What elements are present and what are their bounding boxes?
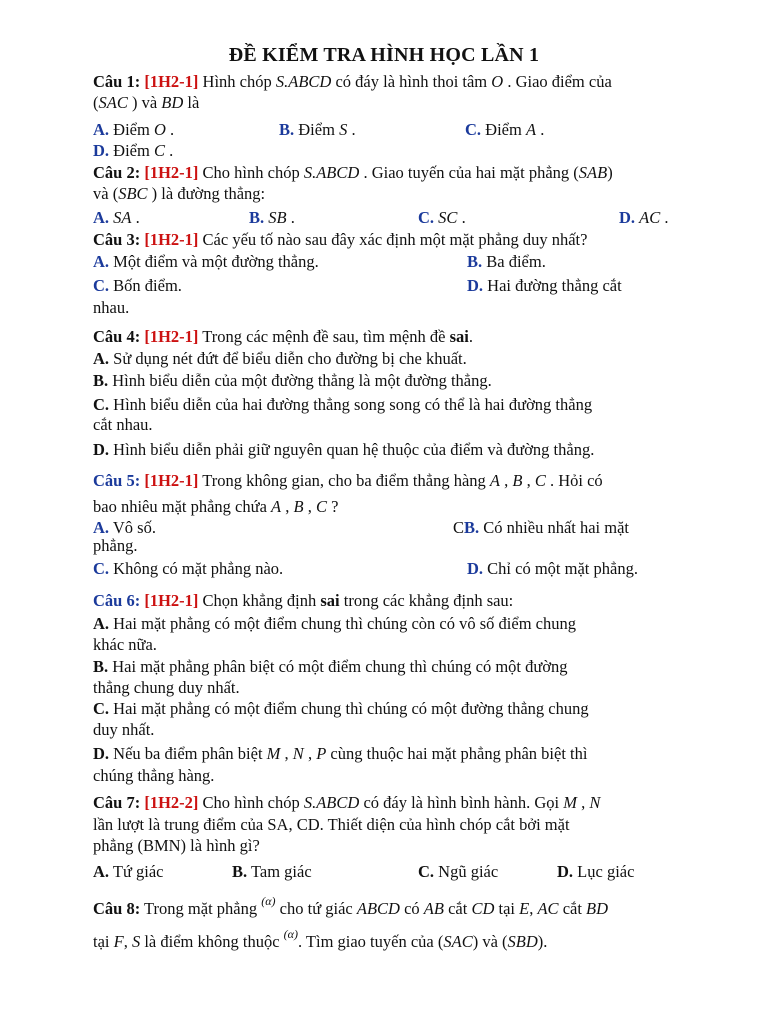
question-text: bao nhiêu mặt phẳng chứa	[93, 497, 272, 516]
math-var: BD	[586, 899, 609, 918]
q2-option-a	[93, 208, 140, 228]
math-var: SBC	[118, 184, 148, 203]
q7-option-d	[557, 862, 634, 882]
question-text: cho tứ giác	[275, 899, 357, 918]
page-title: ĐỀ KIỂM TRA HÌNH HỌC LẦN 1	[228, 44, 540, 66]
question-text: Cho hình chóp	[198, 163, 304, 182]
option-key: B.	[467, 252, 483, 271]
option-text: Hình biểu diễn của một đường thẳng là một đường thẳng.	[108, 371, 492, 390]
q1-option-b	[279, 120, 356, 140]
option-key: D.	[93, 141, 110, 160]
math-var: S.ABCD	[303, 163, 360, 182]
question-text: )	[607, 163, 613, 182]
question-text: ).	[537, 932, 548, 951]
q4-option-b	[93, 371, 492, 391]
option-text: C	[453, 518, 465, 537]
q6-option-a	[93, 614, 576, 634]
option-key: D.	[557, 862, 574, 881]
question-label: Câu 5:	[93, 471, 141, 490]
question-label: Câu 6:	[93, 591, 141, 610]
math-var: F	[113, 932, 124, 951]
math-var: S	[131, 932, 141, 951]
math-var: AB	[423, 899, 444, 918]
option-text: .	[164, 141, 174, 160]
question-text: là	[183, 93, 200, 112]
q2-option-d	[619, 208, 669, 228]
math-var: ABCD	[356, 899, 400, 918]
q5-option-b-cont: phẳng.	[93, 536, 138, 555]
question-text: có đáy là hình bình hành. Gọi	[359, 793, 564, 812]
question-3-line-1	[93, 230, 587, 250]
math-var: O	[153, 120, 166, 139]
option-key: A.	[93, 614, 110, 633]
option-key: A.	[93, 862, 110, 881]
math-var: AC	[537, 899, 559, 918]
q5-option-d	[467, 559, 638, 579]
question-text: . Tìm giao tuyến của (	[297, 932, 444, 951]
question-label: Câu 3:	[93, 230, 141, 249]
question-text: Hình chóp	[198, 72, 276, 91]
question-text: ?	[326, 497, 339, 516]
option-key: C.	[93, 395, 110, 414]
question-text: tại	[494, 899, 520, 918]
option-key: B.	[232, 862, 248, 881]
q3-option-c	[93, 276, 182, 296]
q2-option-b	[249, 208, 295, 228]
question-text: Các yếu tố nào sau đây xác định một mặt phẳng duy nhất?	[198, 230, 588, 249]
question-tag: [1H2-1]	[144, 591, 199, 610]
math-var: S	[339, 120, 348, 139]
option-text: Không có mặt phẳng nào.	[109, 559, 284, 578]
option-text: Hình biểu diễn phải giữ nguyên quan hệ thuộc của điểm và đường thẳng.	[109, 440, 595, 459]
option-key: C.	[418, 862, 435, 881]
option-key: A.	[93, 518, 110, 537]
question-5-line-2	[93, 497, 338, 517]
question-text: ,	[576, 793, 590, 812]
option-text: Bốn điểm.	[109, 276, 182, 295]
question-label: Câu 8:	[93, 899, 141, 918]
math-var: SAC	[443, 932, 473, 951]
option-text: Hai mặt phẳng có một điểm chung thì chúng có một đường thẳng chung	[109, 699, 589, 718]
question-text: Cho hình chóp	[198, 793, 304, 812]
option-text: Điểm	[481, 120, 526, 139]
q4-option-c	[93, 395, 592, 415]
math-var: C	[315, 497, 327, 516]
option-text: Sử dụng nét đứt để biểu diễn cho đường bị che khuất.	[109, 349, 467, 368]
question-text: . Hỏi có	[545, 471, 603, 490]
option-text: Vô số.	[109, 518, 156, 537]
math-var: M	[563, 793, 577, 812]
option-key: C.	[418, 208, 435, 227]
option-text: ,	[280, 744, 293, 763]
option-text: Lục giác	[573, 862, 635, 881]
question-8-line-1	[93, 894, 609, 920]
question-6-line-1	[93, 591, 513, 611]
math-var: C	[534, 471, 546, 490]
q3-option-a	[93, 252, 319, 272]
math-var: BD	[161, 93, 184, 112]
question-text: ) là đường thẳng:	[147, 184, 266, 203]
q5-option-b	[453, 518, 629, 538]
question-8-line-2	[93, 927, 548, 953]
option-text: .	[347, 120, 356, 139]
math-var: B	[512, 471, 523, 490]
option-key: B.	[249, 208, 265, 227]
q6-option-d-cont: chúng thẳng hàng.	[93, 766, 215, 785]
math-var: SC	[438, 208, 458, 227]
math-var: CD	[471, 899, 495, 918]
option-key: C.	[93, 559, 110, 578]
question-7-line-3: phẳng (BMN) là hình gì?	[93, 836, 260, 855]
option-text: Có nhiều nhất hai mặt	[479, 518, 630, 537]
q1-option-c	[465, 120, 544, 140]
option-text: Tam giác	[247, 862, 312, 881]
question-5-line-1	[93, 471, 603, 491]
question-text: ,	[529, 899, 538, 918]
option-key: A.	[93, 349, 110, 368]
question-tag: [1H2-1]	[144, 72, 199, 91]
question-1-line-2	[93, 93, 199, 113]
option-text: Ngũ giác	[434, 862, 499, 881]
option-key: D.	[93, 744, 110, 763]
question-text: . Giao điểm của	[503, 72, 612, 91]
option-text: Nếu ba điểm phân biệt	[109, 744, 267, 763]
math-var: B	[293, 497, 304, 516]
math-var: S.ABCD	[275, 72, 332, 91]
math-var: A	[271, 497, 282, 516]
option-text: .	[165, 120, 175, 139]
question-7-line-1	[93, 793, 600, 813]
question-text: . Giao tuyến của hai mặt phẳng (	[359, 163, 579, 182]
math-alpha: (α)	[261, 894, 276, 908]
q3-option-b	[467, 252, 546, 272]
question-4-line-1	[93, 327, 473, 347]
question-text: cắt	[558, 899, 587, 918]
option-key: B.	[93, 657, 109, 676]
q6-option-d	[93, 744, 587, 764]
option-key: D.	[467, 276, 484, 295]
question-text: có đáy là hình thoi tâm	[331, 72, 492, 91]
question-1-line-1	[93, 72, 612, 92]
question-text: ) và (	[472, 932, 508, 951]
option-key: B.	[279, 120, 295, 139]
option-text: Chỉ có một mặt phẳng.	[483, 559, 638, 578]
math-var: SA	[113, 208, 132, 227]
q4-option-c-cont: cắt nhau.	[93, 415, 153, 434]
question-text: Trong không gian, cho ba điểm thẳng hàng	[198, 471, 490, 490]
math-var: P	[316, 744, 327, 763]
q6-option-a-cont: khác nữa.	[93, 635, 157, 654]
option-text: .	[660, 208, 669, 227]
option-text: Hai đường thẳng cắt	[483, 276, 622, 295]
math-var: SB	[268, 208, 287, 227]
math-var: E	[519, 899, 530, 918]
q3-option-d	[467, 276, 622, 296]
question-text: tại	[93, 932, 114, 951]
question-label: Câu 1:	[93, 72, 141, 91]
question-text: ,	[281, 497, 294, 516]
math-var: SAB	[578, 163, 608, 182]
question-label: Câu 4:	[93, 327, 141, 346]
option-text: Hai mặt phẳng có một điểm chung thì chúng còn có vô số điểm chung	[109, 614, 576, 633]
question-label: Câu 2:	[93, 163, 141, 182]
question-text: .	[468, 327, 473, 346]
question-tag: [1H2-1]	[144, 327, 199, 346]
option-key: D.	[93, 440, 110, 459]
q4-option-d	[93, 440, 594, 460]
option-text: .	[457, 208, 466, 227]
emphasis-text: sai	[320, 591, 340, 610]
question-text: cắt	[443, 899, 472, 918]
option-key: D.	[467, 559, 484, 578]
q3-option-d-cont: nhau.	[93, 298, 130, 317]
question-text: ,	[123, 932, 132, 951]
q6-option-b-cont: thẳng chung duy nhất.	[93, 678, 240, 697]
q5-option-a	[93, 518, 156, 538]
question-text: Trong các mệnh đề sau, tìm mệnh đề	[198, 327, 450, 346]
question-tag: [1H2-1]	[144, 230, 199, 249]
math-var: C	[153, 141, 165, 160]
emphasis-text: sai	[449, 327, 469, 346]
question-text: có	[399, 899, 424, 918]
q1-option-a	[93, 120, 174, 140]
option-text: .	[536, 120, 545, 139]
option-text: Tứ giác	[109, 862, 164, 881]
question-text: Chọn khẳng định	[198, 591, 321, 610]
question-tag: [1H2-1]	[144, 471, 199, 490]
math-var: N	[589, 793, 601, 812]
q2-option-c	[418, 208, 466, 228]
question-text: ) và	[127, 93, 162, 112]
question-text: ,	[303, 497, 316, 516]
option-key: A.	[93, 120, 110, 139]
option-text: .	[131, 208, 140, 227]
question-tag: [1H2-2]	[144, 793, 199, 812]
question-text: trong các khẳng định sau:	[339, 591, 514, 610]
q6-option-b	[93, 657, 568, 677]
option-text: Hai mặt phẳng phân biệt có một điểm chung thì chúng có một đường	[108, 657, 568, 676]
math-var: SBD	[507, 932, 538, 951]
q7-option-b	[232, 862, 312, 882]
question-label: Câu 7:	[93, 793, 141, 812]
option-key: D.	[619, 208, 636, 227]
q6-option-c-cont: duy nhất.	[93, 720, 155, 739]
question-text: ,	[522, 471, 535, 490]
option-text: Điểm	[294, 120, 340, 139]
math-var: S.ABCD	[303, 793, 360, 812]
option-key: C.	[93, 699, 110, 718]
option-text: Ba điểm.	[482, 252, 546, 271]
q4-option-a	[93, 349, 467, 369]
option-text: Một điểm và một đường thẳng.	[109, 252, 319, 271]
question-2-line-2	[93, 184, 265, 204]
q7-option-a	[93, 862, 164, 882]
option-text: cùng thuộc hai mặt phẳng phân biệt thì	[326, 744, 588, 763]
option-key: C.	[465, 120, 482, 139]
option-key: A.	[93, 208, 110, 227]
math-var: A	[525, 120, 537, 139]
math-var: A	[489, 471, 500, 490]
question-text: (	[93, 93, 99, 112]
option-key: A.	[93, 252, 110, 271]
math-var: O	[491, 72, 504, 91]
math-var: N	[292, 744, 304, 763]
option-text: ,	[303, 744, 317, 763]
option-key: C.	[93, 276, 110, 295]
q5-option-c	[93, 559, 283, 579]
math-var: M	[266, 744, 281, 763]
option-text: Điểm	[109, 141, 154, 160]
question-text: Trong mặt phẳng	[140, 899, 262, 918]
option-key: B.	[93, 371, 109, 390]
question-7-line-2: lần lượt là trung điểm của SA, CD. Thiết diện của hình chóp cắt bởi mặt	[93, 815, 570, 834]
math-var: SAC	[98, 93, 128, 112]
option-text: Điểm	[109, 120, 154, 139]
option-text: .	[286, 208, 295, 227]
question-text: là điểm không thuộc	[140, 932, 284, 951]
q7-option-c	[418, 862, 498, 882]
option-key: B.	[464, 518, 480, 537]
math-var: AC	[639, 208, 661, 227]
q6-option-c	[93, 699, 589, 719]
question-2-line-1	[93, 163, 613, 183]
q1-option-d	[93, 141, 173, 161]
question-tag: [1H2-1]	[144, 163, 199, 182]
math-alpha: (α)	[283, 927, 298, 941]
question-text: và (	[93, 184, 119, 203]
question-text: ,	[500, 471, 513, 490]
option-text: Hình biểu diễn của hai đường thẳng song song có thể là hai đường thẳng	[109, 395, 593, 414]
